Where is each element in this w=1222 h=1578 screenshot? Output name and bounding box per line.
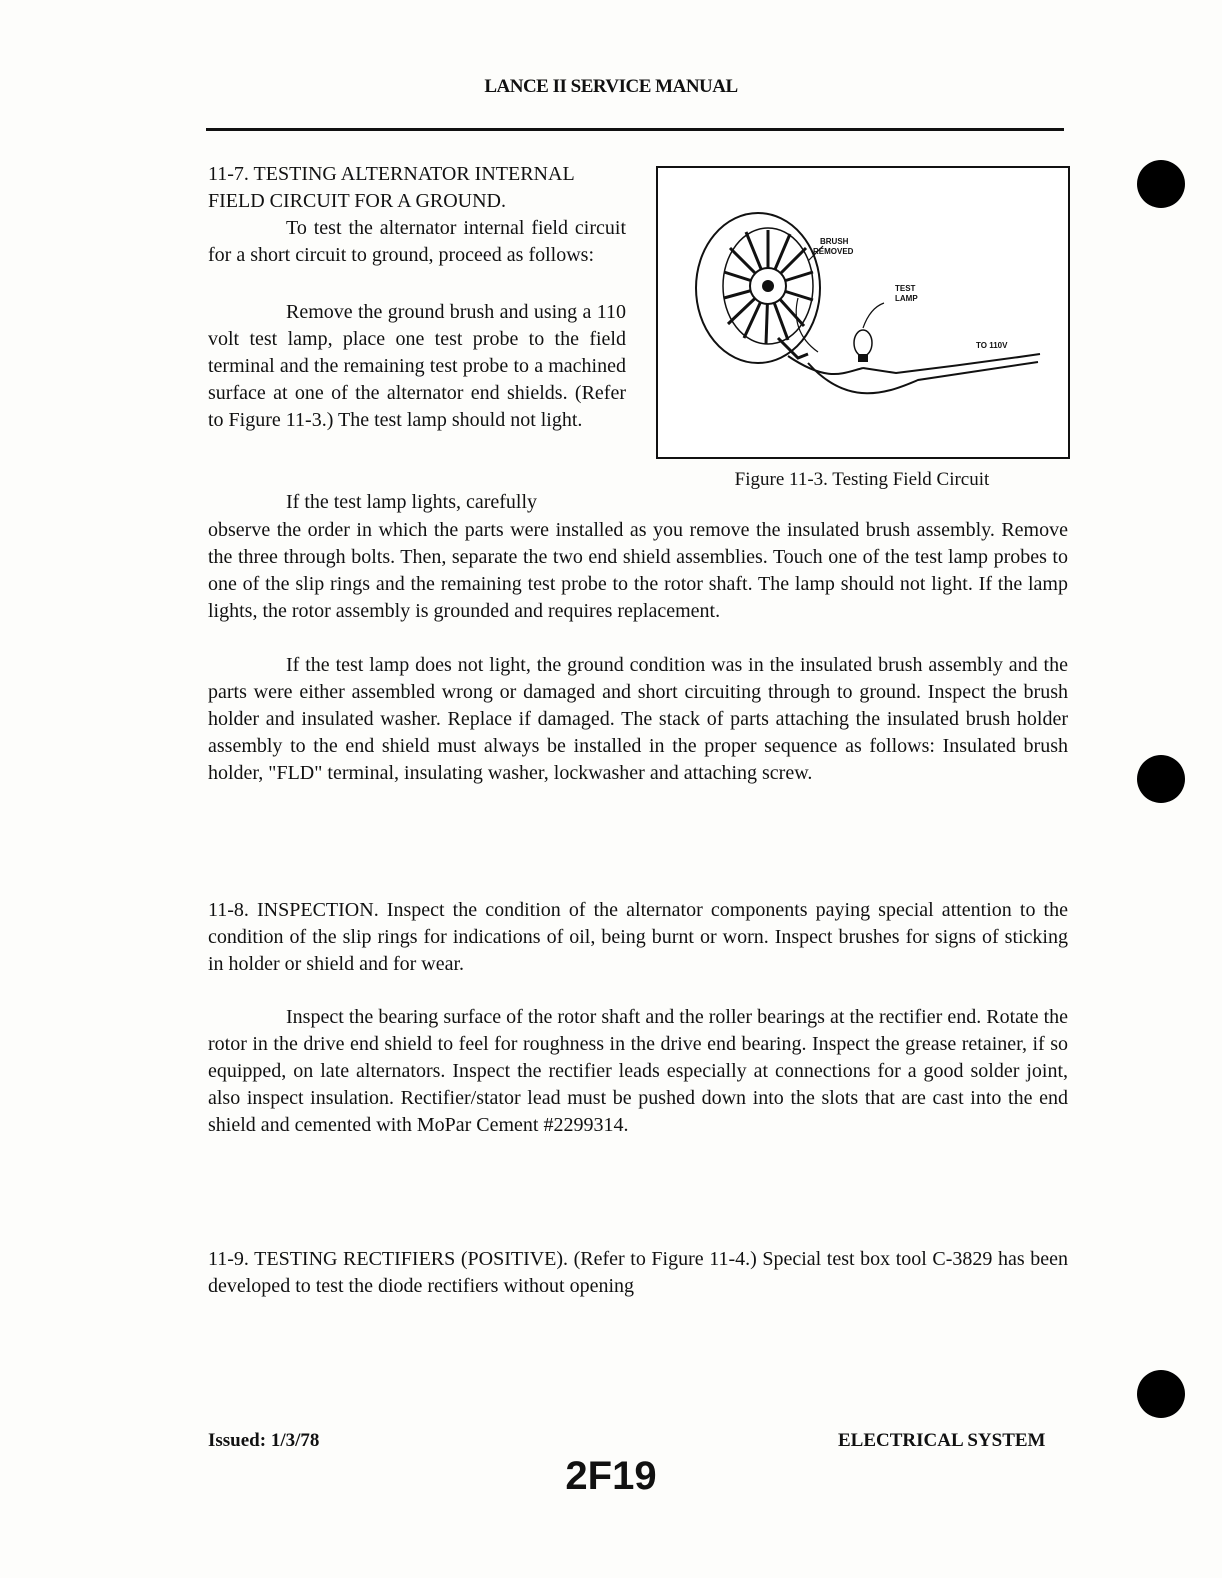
figure-caption: Figure 11-3. Testing Field Circuit <box>734 469 990 490</box>
label-removed: REMOVED <box>813 247 854 256</box>
header-rule <box>206 128 1064 131</box>
section-11-7-paragraph-2: Remove the ground brush and using a 110 volt test lamp, place one test probe to the field terminal and the remaining test probe to a machined surface at one of the alternator end shields. (Refer to Figure 11-3.) The test lamp should not light. <box>208 301 626 431</box>
page-header-title: LANCE II SERVICE MANUAL <box>484 76 738 97</box>
test-lamp-drawing <box>854 303 884 362</box>
footer-issued-date: Issued: 1/3/78 <box>208 1430 320 1451</box>
section-11-8-paragraph-1: 11-8. INSPECTION. Inspect the condition of the alternator components paying special attention to the condition of the slip rings for indications of oil, being burnt or worn. Inspect brushes for signs of sticking in holder or shield and for wear. <box>208 899 1068 975</box>
section-11-9-paragraph-1: 11-9. TESTING RECTIFIERS (POSITIVE). (Refer to Figure 11-4.) Special test box tool C-3829 has been developed to test the diode rectifiers without opening <box>208 1248 1068 1297</box>
label-to-110v: TO 110V <box>976 341 1008 350</box>
binder-hole-middle <box>1137 755 1185 803</box>
page-code: 2F19 <box>565 1454 657 1498</box>
alternator-drawing <box>696 213 820 363</box>
footer-section-name: ELECTRICAL SYSTEM <box>838 1430 1046 1451</box>
section-11-7-heading: 11-7. TESTING ALTERNATOR INTERNAL FIELD CIRCUIT FOR A GROUND. <box>208 163 574 212</box>
figure-11-3 <box>656 166 1070 459</box>
binder-hole-top <box>1137 160 1185 208</box>
section-11-7-paragraph-3-continued: observe the order in which the parts were installed as you remove the insulated brush assembly. Remove the three through bolts. Then, separate the two end shield assemblies. Touch one of the test lamp probes to one of the slip rings and the remaining test probe to the rotor shaft. The lamp should not light. If the lamp lights, the rotor assembly is grounded and requires replacement. <box>208 519 1068 622</box>
section-11-8-paragraph-2: Inspect the bearing surface of the rotor shaft and the roller bearings at the rectifier end. Rotate the rotor in the drive end shield to feel for roughness in the drive end bearing. Inspect the grease retainer, if so equipped, on late alternators. Inspect the rectifier leads especially at connections for a good solder joint, also inspect insulation. Rectifier/stator lead must be pushed down into the slots that are cast into the end shield and cemented with MoPar Cement #2299314. <box>208 1006 1068 1136</box>
binder-hole-bottom <box>1137 1370 1185 1418</box>
section-11-7-paragraph-1: To test the alternator internal field circuit for a short circuit to ground, proceed as follows: <box>208 217 626 266</box>
label-brush: BRUSH <box>820 237 849 246</box>
section-11-7-paragraph-4: If the test lamp does not light, the ground condition was in the insulated brush assembly and the parts were either assembled wrong or damaged and short circuiting through to ground. Inspect the brush holder and insulated washer. Replace if damaged. The stack of parts attaching the insulated brush holder assembly to the end shield must always be installed in the proper sequence as follows: Insulated brush holder, "FLD" terminal, insulating washer, lockwasher and attaching screw. <box>208 654 1068 784</box>
section-11-7-paragraph-3-start: If the test lamp lights, carefully <box>286 491 538 513</box>
label-lamp: LAMP <box>895 294 918 303</box>
alternator-test-illustration <box>658 168 1068 457</box>
label-test: TEST <box>895 284 916 293</box>
